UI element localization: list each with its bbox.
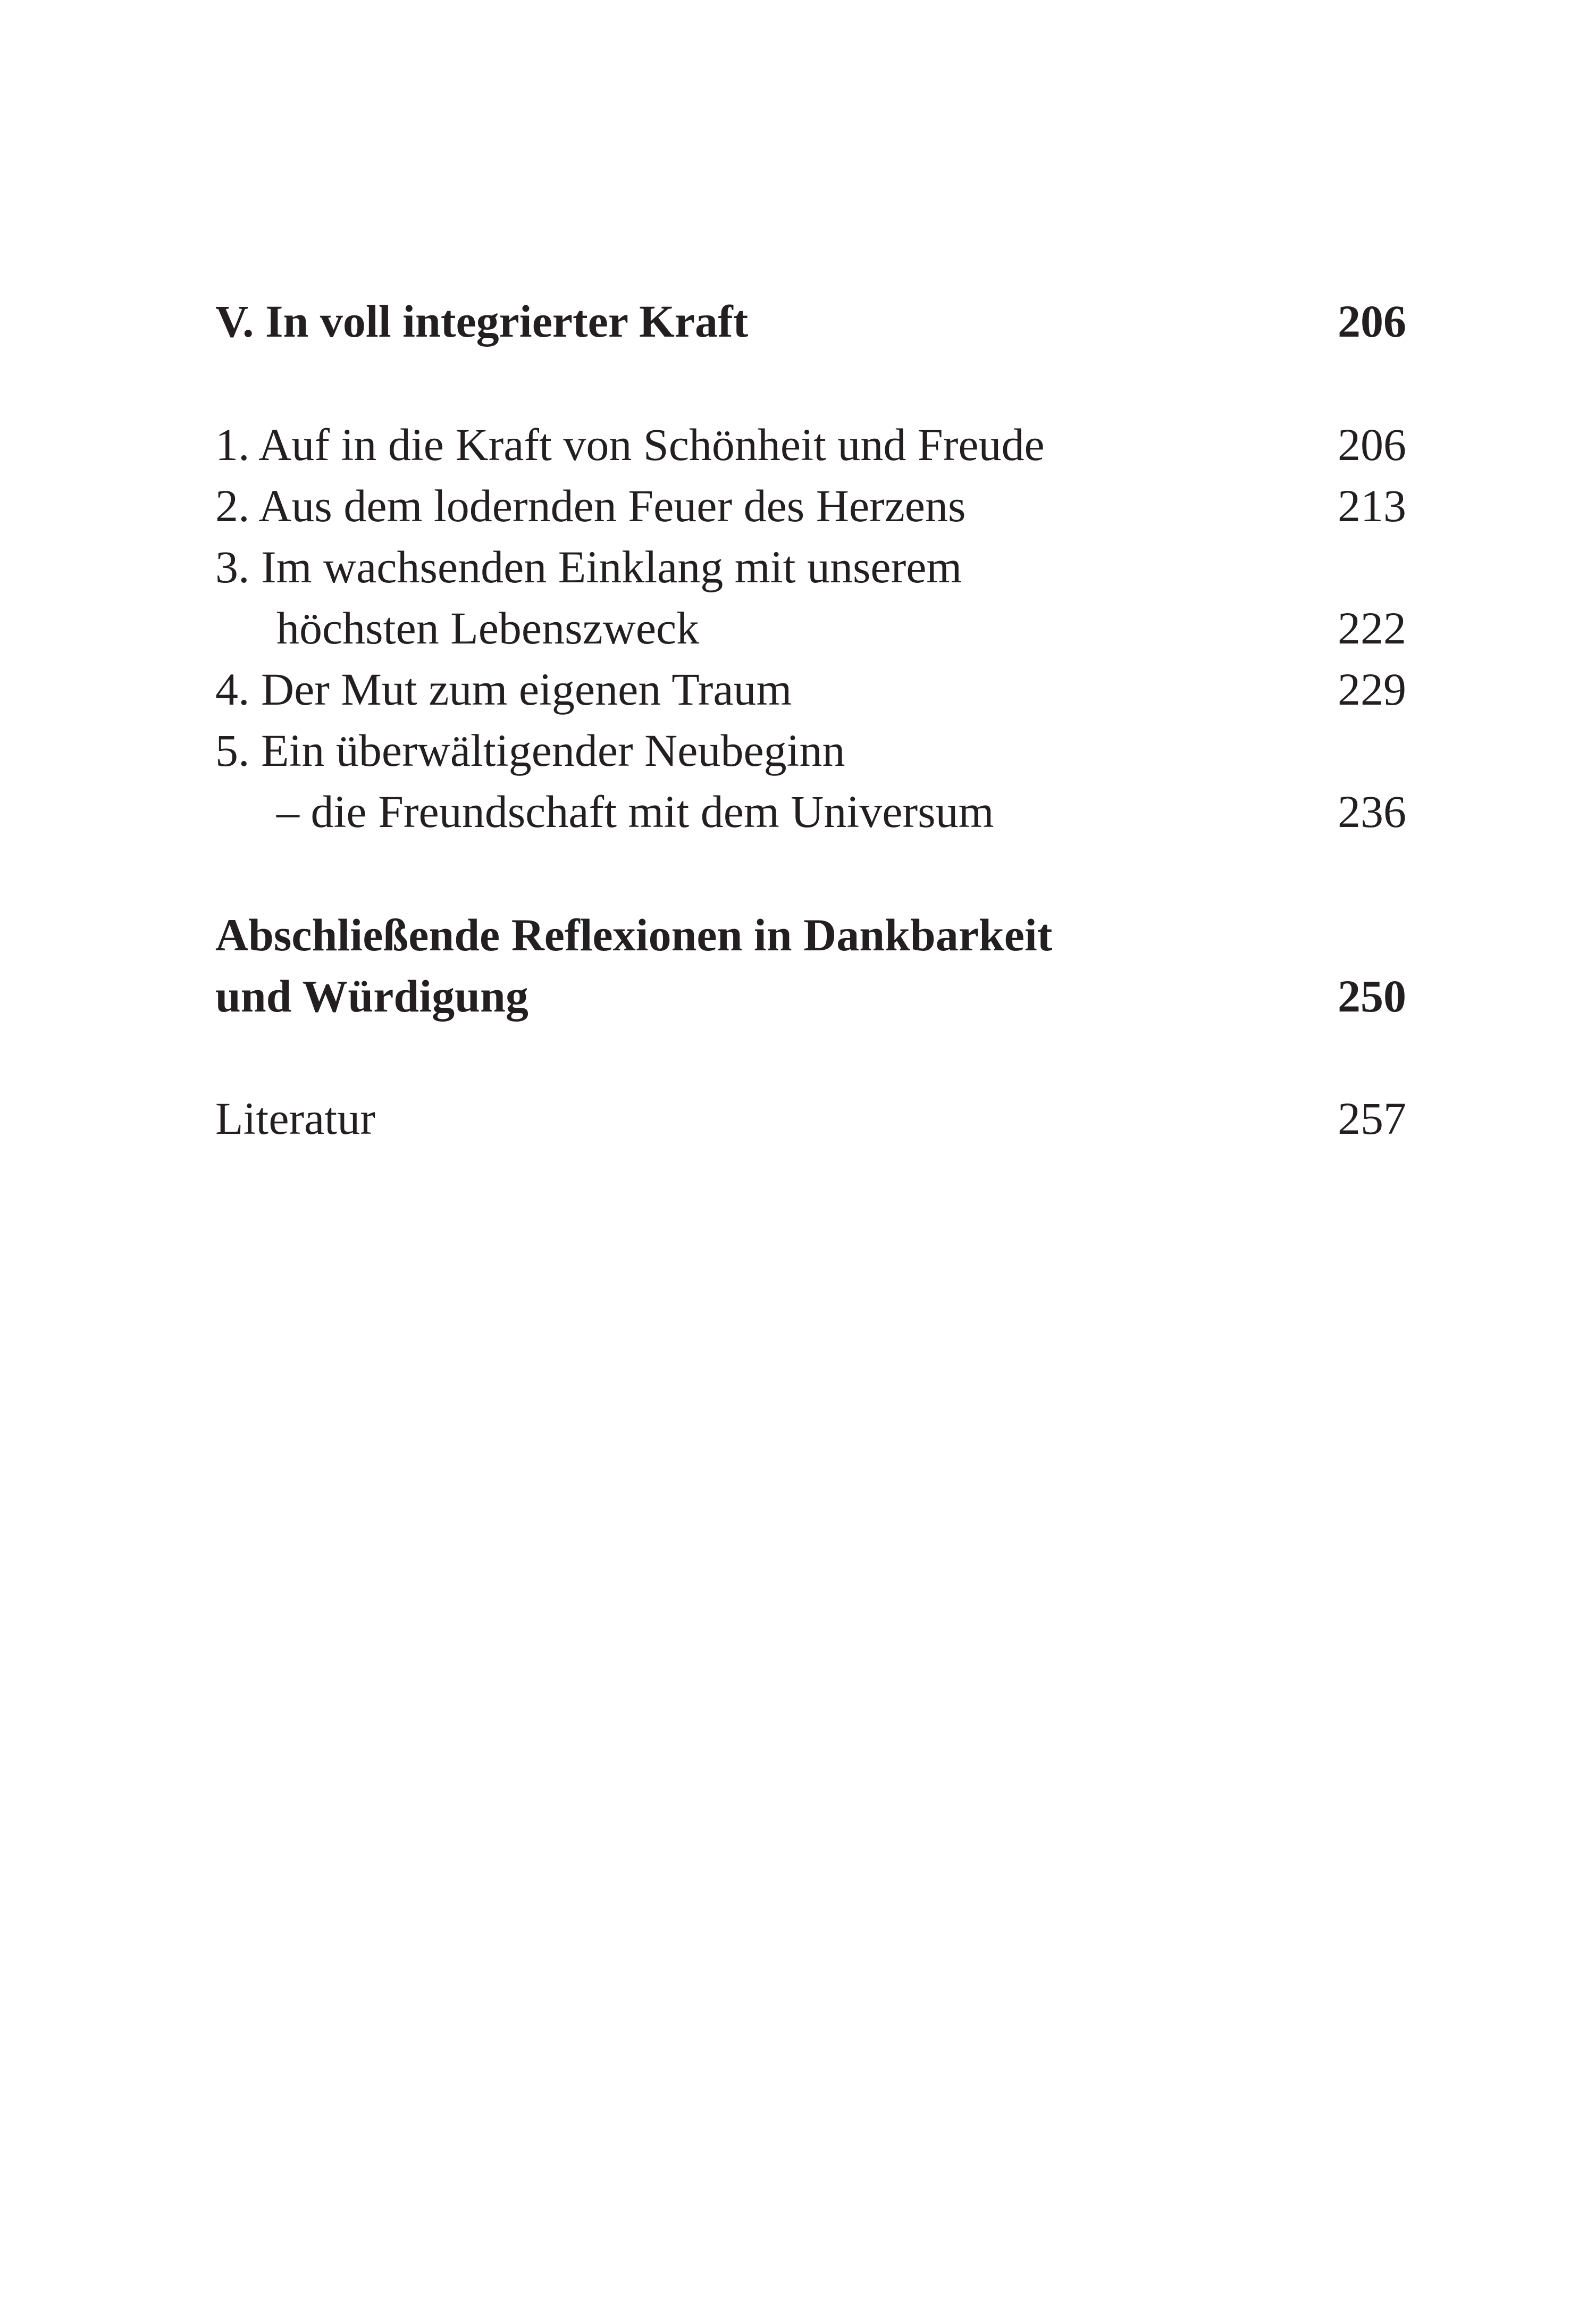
toc-entry (215, 536, 1406, 598)
toc-entry (215, 414, 1406, 475)
toc-closing-heading (215, 904, 1406, 966)
entry-page-number: 213 (1338, 480, 1406, 531)
entry-page-number: 222 (1338, 603, 1406, 654)
toc-entry (215, 658, 1406, 720)
entry-page-number: 206 (1338, 419, 1406, 470)
chapter-title: V. In voll integrierter Kraft (215, 296, 749, 347)
entry-title-continued: – die Freundschaft mit dem Universum (276, 786, 994, 837)
entry-page-number: 229 (1338, 664, 1406, 715)
closing-title-line1: Abschließende Reflexionen in Dankbarkeit (215, 909, 1053, 960)
toc-chapter-heading (215, 290, 1406, 352)
entry-title: 4. Der Mut zum eigenen Traum (215, 664, 792, 715)
toc-closing-heading-continuation (215, 965, 1406, 1027)
literature-page-number: 257 (1338, 1093, 1406, 1144)
toc-entry-continuation (215, 781, 1406, 842)
toc-entry-continuation (215, 597, 1406, 659)
literature-title: Literatur (215, 1093, 375, 1144)
entry-title-continued: höchsten Lebenszweck (276, 603, 700, 654)
toc-literature (215, 1088, 1406, 1149)
entry-page-number: 236 (1338, 786, 1406, 837)
entry-title: 1. Auf in die Kraft von Schönheit und Freude (215, 419, 1045, 470)
entry-title: 3. Im wachsenden Einklang mit unserem (215, 541, 962, 592)
closing-page-number: 250 (1338, 971, 1406, 1022)
entry-title: 5. Ein überwältigender Neubeginn (215, 725, 845, 776)
toc-entry (215, 720, 1406, 781)
entry-title: 2. Aus dem lodernden Feuer des Herzens (215, 480, 966, 531)
chapter-page-number: 206 (1338, 296, 1406, 347)
closing-title-line2: und Würdigung (215, 971, 528, 1022)
toc-entry (215, 475, 1406, 537)
